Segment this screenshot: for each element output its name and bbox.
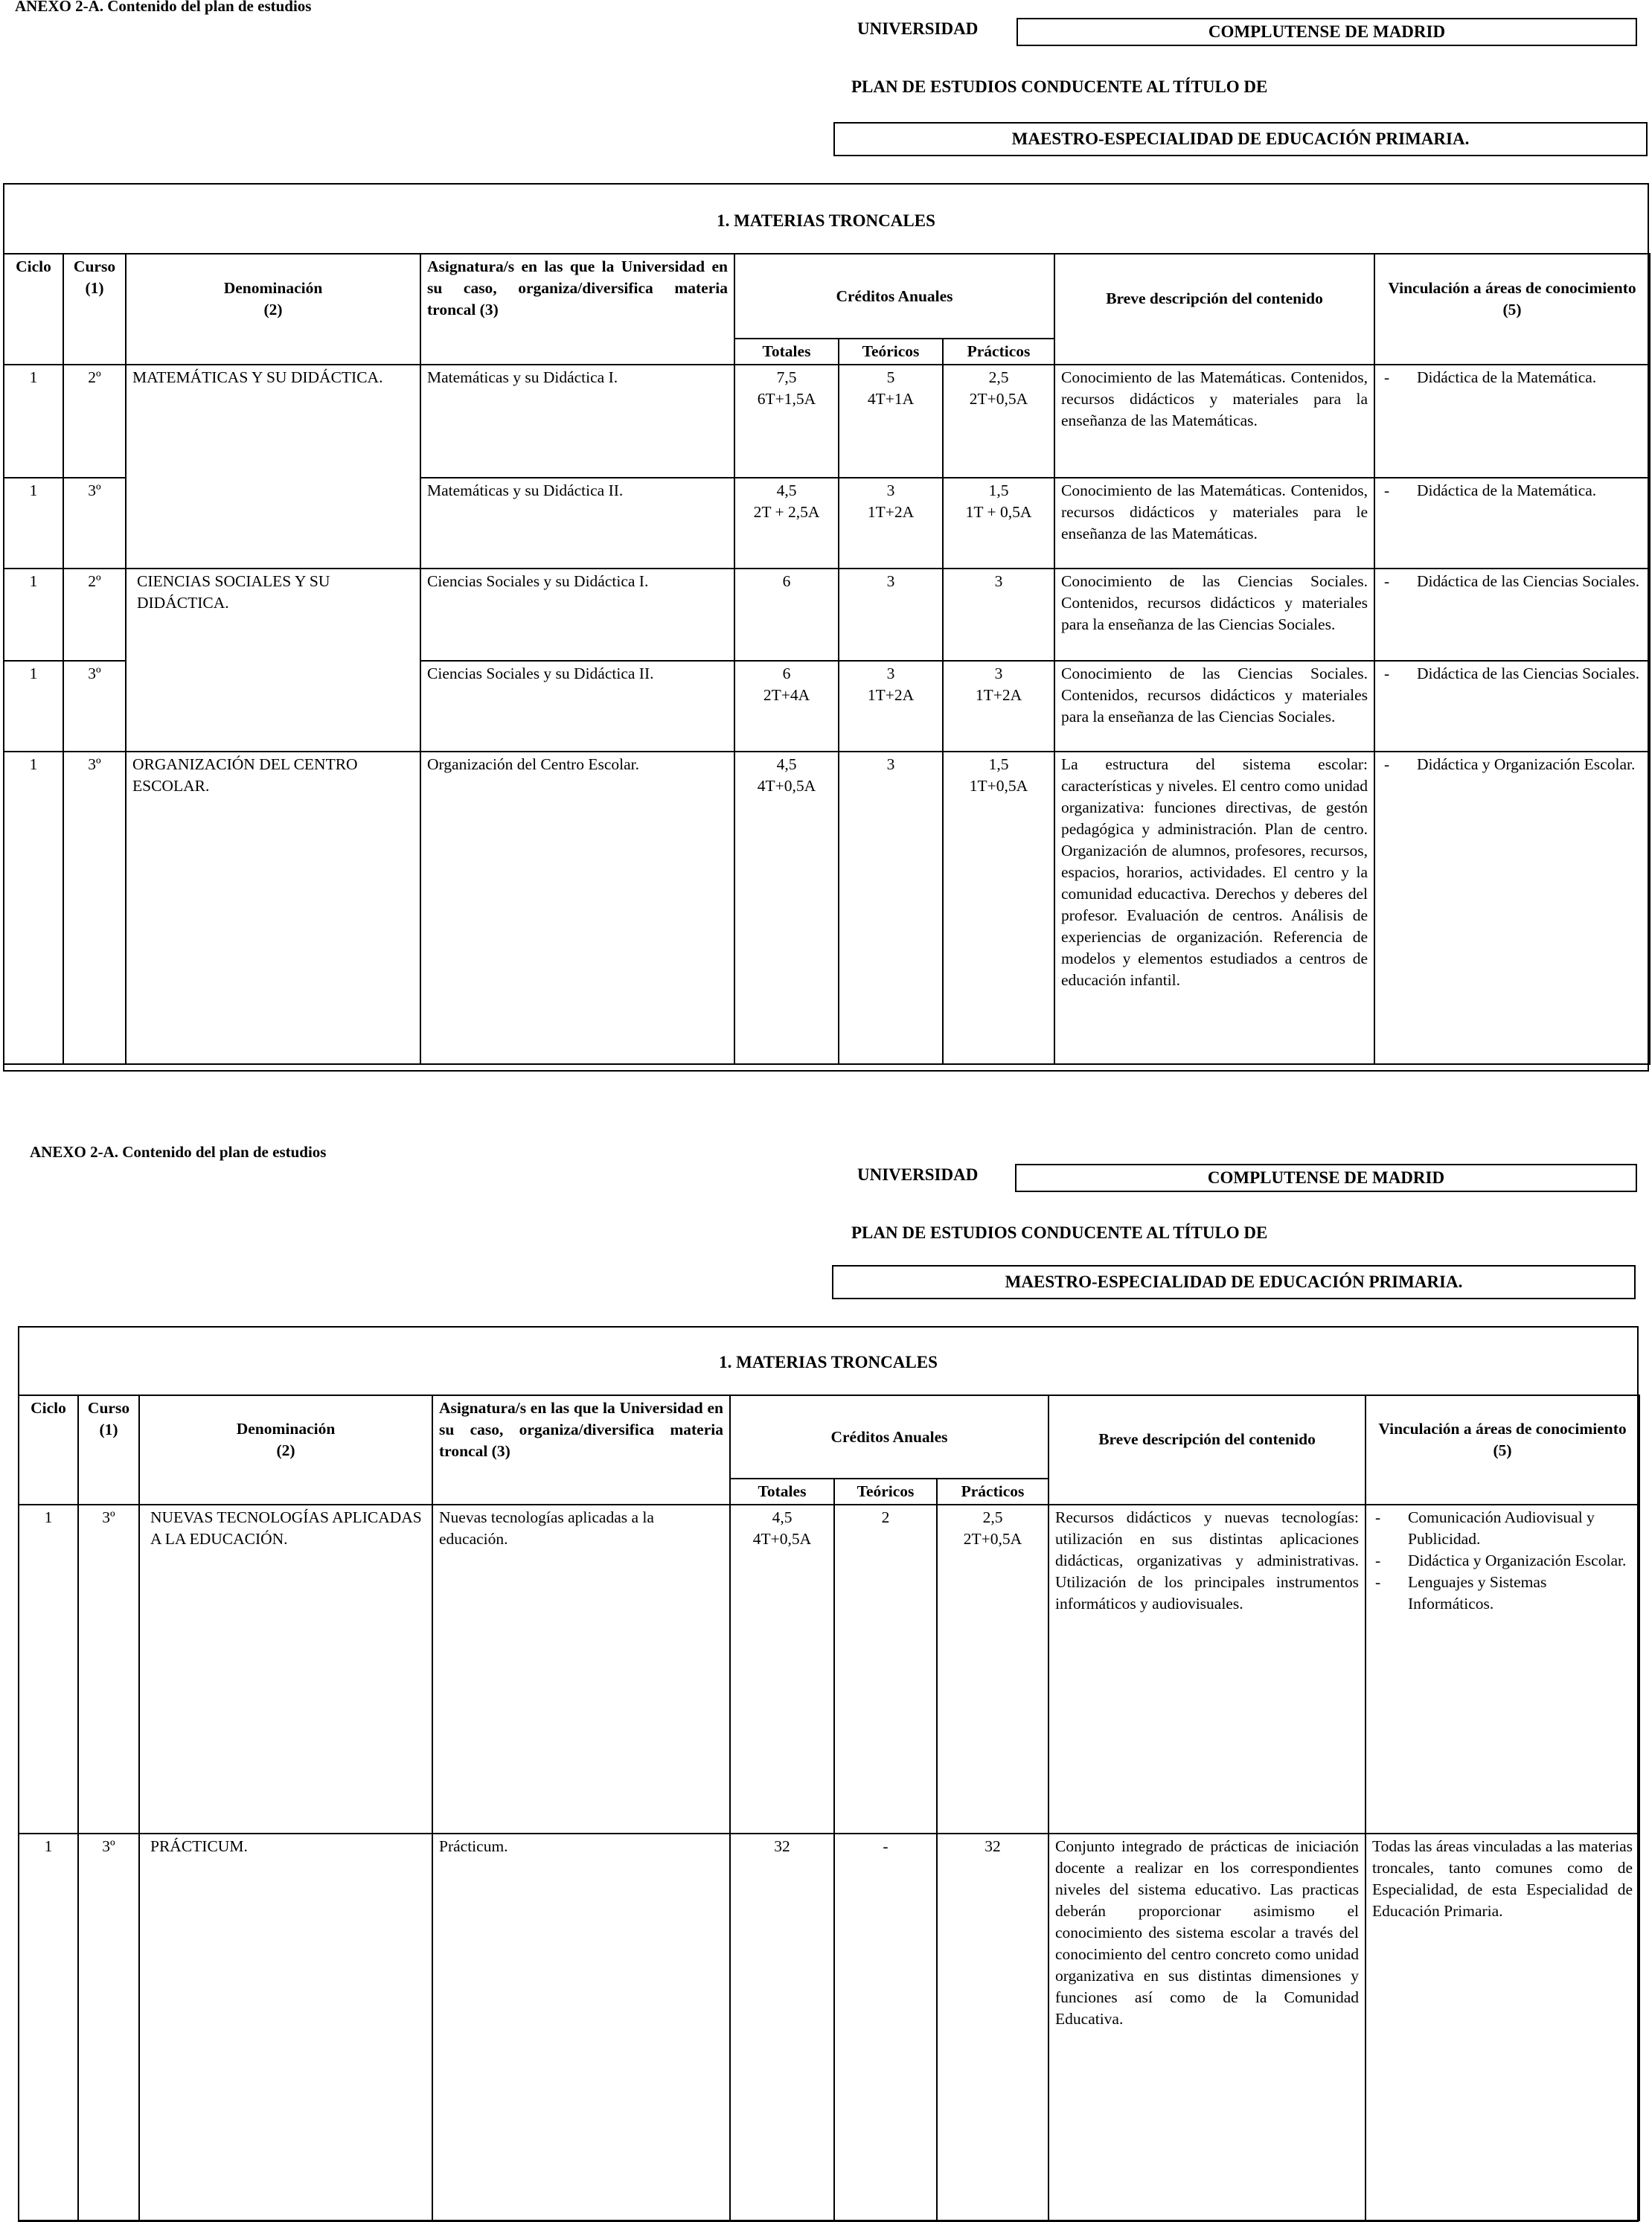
- cell-asignatura: Matemáticas y su Didáctica I.: [420, 365, 734, 478]
- cell-ciclo: 1: [4, 478, 63, 569]
- cell-practicos: 2,5 2T+0,5A: [937, 1505, 1048, 1834]
- cell-totales: 6: [734, 569, 839, 661]
- cell-descripcion: La estructura del sistema escolar: características y niveles. El centro como unidad organizativa: funciones directivas, de gestón pedagógica y administración. Plan de centro. Organización de alumnos, profesores, recursos, espacios, horarios, actividades. El centro y la comunidad educactiva. Derechos y deberes del profesor. Evaluación de centros. Análisis de experiencias de organización. Referencia de modelos y elementos estudiados a centros de educación infantil.: [1054, 752, 1374, 1064]
- cell-practicos: 2,5 2T+0,5A: [943, 365, 1054, 478]
- degree-title: MAESTRO-ESPECIALIDAD DE EDUCACIÓN PRIMARIA.: [833, 122, 1648, 156]
- cell-totales: 4,5 4T+0,5A: [734, 752, 839, 1064]
- page-2: [0, 1131, 1652, 2222]
- header-practicos: Prácticos: [943, 339, 1054, 365]
- cell-teoricos: 3: [839, 569, 943, 661]
- header-totales: Totales: [730, 1479, 834, 1505]
- header-teoricos: Teóricos: [834, 1479, 937, 1505]
- annex-title: ANEXO 2-A. Contenido del plan de estudios: [15, 0, 312, 15]
- cell-asignatura: Ciencias Sociales y su Didáctica II.: [420, 661, 734, 752]
- cell-descripcion: Conjunto integrado de prácticas de iniciación docente a realizar en los correspondientes niveles del sistema educativo. Las practicas deberán proporcionar asimismo el conocimiento des sistema escolar a través del conocimiento del centro concreto como unidad organizativa en sus distintas dimensiones y funciones así como de la Comunidad Educativa.: [1048, 1834, 1366, 2221]
- cell-denominacion: MATEMÁTICAS Y SU DIDÁCTICA.: [126, 365, 420, 569]
- degree-title: MAESTRO-ESPECIALIDAD DE EDUCACIÓN PRIMARIA.: [832, 1265, 1636, 1299]
- cell-curso: 3º: [78, 1505, 139, 1834]
- subjects-table-frame: [3, 183, 1649, 1072]
- university-name: COMPLUTENSE DE MADRID: [1017, 18, 1637, 46]
- header-creditos: Créditos Anuales: [730, 1395, 1048, 1479]
- cell-asignatura: Nuevas tecnologías aplicadas a la educación.: [432, 1505, 730, 1834]
- header-practicos: Prácticos: [937, 1479, 1048, 1505]
- table-row: [4, 752, 1650, 1064]
- area-item: - Comunicación Audiovisual y Publicidad.: [1375, 1508, 1595, 1548]
- university-name: COMPLUTENSE DE MADRID: [1015, 1164, 1637, 1192]
- cell-asignatura: Matemáticas y su Didáctica II.: [420, 478, 734, 569]
- cell-vinculacion: [1366, 1505, 1639, 1834]
- header-descripcion: Breve descripción del contenido: [1048, 1395, 1366, 1505]
- area-item: - Didáctica de la Matemática.: [1384, 368, 1597, 386]
- table-row: [4, 365, 1650, 478]
- cell-vinculacion: [1374, 478, 1650, 569]
- cell-descripcion: Conocimiento de las Matemáticas. Contenidos, recursos didácticos y materiales para la enseñanza de las Matemáticas.: [1054, 365, 1374, 478]
- cell-curso: 3º: [63, 478, 126, 569]
- cell-vinculacion: [1374, 365, 1650, 478]
- cell-asignatura: Ciencias Sociales y su Didáctica I.: [420, 569, 734, 661]
- cell-curso: 3º: [78, 1834, 139, 2221]
- cell-totales: 32: [730, 1834, 834, 2221]
- area-item: - Didáctica de la Matemática.: [1384, 481, 1597, 499]
- cell-vinculacion: [1374, 569, 1650, 661]
- cell-teoricos: -: [834, 1834, 937, 2221]
- cell-practicos: 3 1T+2A: [943, 661, 1054, 752]
- cell-denominacion: PRÁCTICUM.: [139, 1834, 432, 2221]
- cell-totales: 4,5 4T+0,5A: [730, 1505, 834, 1834]
- cell-curso: 3º: [63, 752, 126, 1064]
- header-denominacion: Denominación (2): [126, 254, 420, 365]
- cell-denominacion: ORGANIZACIÓN DEL CENTRO ESCOLAR.: [126, 752, 420, 1064]
- header-denominacion: Denominación (2): [139, 1395, 432, 1505]
- cell-teoricos: 2: [834, 1505, 937, 1834]
- cell-vinculacion: [1374, 752, 1650, 1064]
- header-teoricos: Teóricos: [839, 339, 943, 365]
- header-totales: Totales: [734, 339, 839, 365]
- annex-title: ANEXO 2-A. Contenido del plan de estudios: [30, 1143, 327, 1161]
- area-item: - Didáctica de las Ciencias Sociales.: [1384, 665, 1640, 682]
- cell-ciclo: 1: [4, 752, 63, 1064]
- university-label: UNIVERSIDAD: [857, 1165, 979, 1184]
- area-item: - Lenguajes y Sistemas Informáticos.: [1375, 1573, 1547, 1613]
- cell-curso: 2º: [63, 365, 126, 478]
- cell-vinculacion: [1374, 661, 1650, 752]
- cell-ciclo: 1: [19, 1834, 78, 2221]
- cell-practicos: 1,5 1T + 0,5A: [943, 478, 1054, 569]
- cell-teoricos: 3 1T+2A: [839, 661, 943, 752]
- cell-asignatura: Prácticum.: [432, 1834, 730, 2221]
- table-row: [19, 1834, 1639, 2221]
- cell-practicos: 1,5 1T+0,5A: [943, 752, 1054, 1064]
- cell-totales: 4,5 2T + 2,5A: [734, 478, 839, 569]
- header-descripcion: Breve descripción del contenido: [1054, 254, 1374, 365]
- plan-label: PLAN DE ESTUDIOS CONDUCENTE AL TÍTULO DE: [851, 77, 1268, 96]
- area-item: - Didáctica y Organización Escolar.: [1384, 755, 1636, 773]
- cell-teoricos: 5 4T+1A: [839, 365, 943, 478]
- table-row: [19, 1505, 1639, 1834]
- cell-descripcion: Conocimiento de las Matemáticas. Contenidos, recursos didácticos y materiales para le enseñanza de las Matemáticas.: [1054, 478, 1374, 569]
- page-1: [0, 0, 1652, 1086]
- cell-descripcion: Recursos didácticos y nuevas tecnologías: utilización en sus distintas aplicaciones didácticas, organizativas y administrativas. Utilización de los principales instrumentos informáticos y audiovisuales.: [1048, 1505, 1366, 1834]
- cell-teoricos: 3 1T+2A: [839, 478, 943, 569]
- header-ciclo: Ciclo: [19, 1395, 78, 1505]
- header-asignatura: Asignatura/s en las que la Universidad en su caso, organiza/diversifica materia troncal (3): [432, 1395, 730, 1505]
- header-asignatura: Asignatura/s en las que la Universidad en su caso, organiza/diversifica materia troncal (3): [420, 254, 734, 365]
- subjects-table: [3, 253, 1651, 1065]
- cell-totales: 7,5 6T+1,5A: [734, 365, 839, 478]
- header-creditos: Créditos Anuales: [734, 254, 1054, 339]
- section-title: 1. MATERIAS TRONCALES: [717, 211, 935, 230]
- cell-denominacion: CIENCIAS SOCIALES Y SU DIDÁCTICA.: [126, 569, 420, 752]
- cell-ciclo: 1: [4, 365, 63, 478]
- subjects-table-frame: [18, 1326, 1639, 2222]
- cell-curso: 2º: [63, 569, 126, 661]
- cell-descripcion: Conocimiento de las Ciencias Sociales. Contenidos, recursos didácticos y materiales para la enseñanza de las Ciencias Sociales.: [1054, 661, 1374, 752]
- plan-label: PLAN DE ESTUDIOS CONDUCENTE AL TÍTULO DE: [851, 1223, 1268, 1242]
- cell-vinculacion: Todas las áreas vinculadas a las materias troncales, tanto comunes como de Especialidad, de esta Especialidad de Educación Primaria.: [1366, 1834, 1639, 2221]
- cell-curso: 3º: [63, 661, 126, 752]
- area-item: - Didáctica de las Ciencias Sociales.: [1384, 572, 1640, 590]
- cell-ciclo: 1: [19, 1505, 78, 1834]
- cell-denominacion: NUEVAS TECNOLOGÍAS APLICADAS A LA EDUCACIÓN.: [139, 1505, 432, 1834]
- cell-asignatura: Organización del Centro Escolar.: [420, 752, 734, 1064]
- cell-teoricos: 3: [839, 752, 943, 1064]
- cell-practicos: 3: [943, 569, 1054, 661]
- cell-ciclo: 1: [4, 569, 63, 661]
- cell-ciclo: 1: [4, 661, 63, 752]
- subjects-table: [18, 1395, 1640, 2221]
- table-row: [4, 569, 1650, 661]
- cell-totales: 6 2T+4A: [734, 661, 839, 752]
- header-curso: Curso (1): [63, 254, 126, 365]
- header-ciclo: Ciclo: [4, 254, 63, 365]
- header-vinculacion: Vinculación a áreas de conocimiento (5): [1366, 1395, 1639, 1505]
- cell-descripcion: Conocimiento de las Ciencias Sociales. Contenidos, recursos didácticos y materiales para la enseñanza de las Ciencias Sociales.: [1054, 569, 1374, 661]
- cell-practicos: 32: [937, 1834, 1048, 2221]
- header-curso: Curso (1): [78, 1395, 139, 1505]
- university-label: UNIVERSIDAD: [857, 19, 979, 38]
- header-vinculacion: Vinculación a áreas de conocimiento (5): [1374, 254, 1650, 365]
- area-item: - Didáctica y Organización Escolar.: [1375, 1552, 1627, 1569]
- section-title: 1. MATERIAS TRONCALES: [719, 1353, 938, 1371]
